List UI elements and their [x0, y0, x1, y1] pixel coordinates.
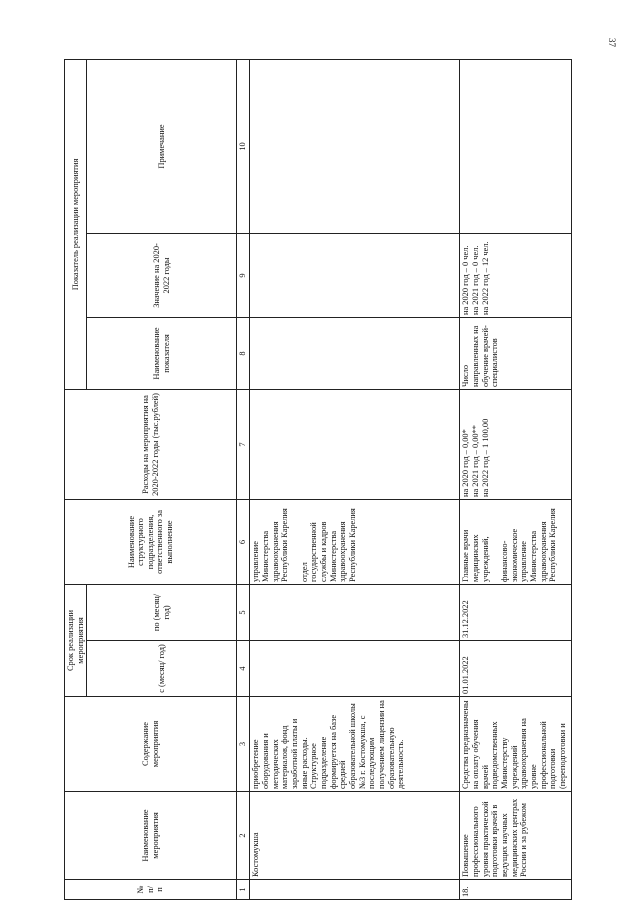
row-note	[460, 59, 572, 233]
row-to: 31.12.2022	[460, 584, 572, 640]
header-term-from: с (месяц/ год)	[87, 641, 237, 697]
column-number-row	[237, 59, 250, 899]
column-number: 6	[237, 499, 250, 584]
header-responsible: Наименование структурного подразделения, ответственного за выполнение	[65, 499, 237, 584]
row-note	[250, 59, 460, 233]
header-indicator: Показатель реализации мероприятия	[65, 59, 87, 389]
header-note: Примечание	[87, 59, 237, 233]
row-to	[250, 584, 460, 640]
column-number: 7	[237, 389, 250, 499]
column-number: 10	[237, 59, 250, 233]
rotated-table-sheet	[64, 60, 572, 900]
row-from: 01.01.2022	[460, 641, 572, 697]
table-row	[250, 59, 460, 899]
row-responsible: управление Министерства здравоохранения Республики Карелия отдел государственной службы и кадров Министерства здравоохранения Республики Карелия	[250, 499, 460, 584]
row-indicator-name	[250, 317, 460, 389]
row-name: Костомукша	[250, 792, 460, 880]
row-no	[250, 880, 460, 900]
row-indicator-value	[250, 233, 460, 317]
column-number: 8	[237, 317, 250, 389]
row-expenses: на 2020 год – 0,00* на 2021 год – 0,00** на 2022 год – 1 100,00	[460, 389, 572, 499]
table-row	[460, 59, 572, 899]
header-indicator-value: Значение на 2020-2022 годы	[87, 233, 237, 317]
column-number: 9	[237, 233, 250, 317]
column-number: 2	[237, 792, 250, 880]
header-content: Содержание мероприятия	[65, 697, 237, 792]
page-number: 37	[607, 38, 617, 47]
column-number: 1	[237, 880, 250, 900]
row-expenses	[250, 389, 460, 499]
row-name: Повышение профессионального уровня практической подготовки врачей в ведущих научных медицинских центрах России и за рубежом	[460, 792, 572, 880]
header-term: Срок реализации мероприятия	[65, 584, 87, 696]
row-no: 18.	[460, 880, 572, 900]
header-indicator-name: Наименование показателя	[87, 317, 237, 389]
header-term-to: по (месяц/ год)	[87, 584, 237, 640]
header-name: Наименование мероприятия	[65, 792, 237, 880]
row-from	[250, 641, 460, 697]
row-indicator-name: Число направленных на обучение врачей-специалистов	[460, 317, 572, 389]
column-number: 3	[237, 697, 250, 792]
row-indicator-value: на 2020 год – 0 чел. на 2021 год – 0 чел. на 2022 год – 12 чел.	[460, 233, 572, 317]
measures-table	[64, 59, 572, 900]
row-content: приобретение оборудования и методических материалов, фонд заработной платы и иные расходы. Структурное подразделение формируется на базе средней образовательной школы №3 г. Костомукша, с последующим получением лицензии на образовательную деятельность.	[250, 697, 460, 792]
header-row-1	[65, 59, 87, 899]
column-number: 5	[237, 584, 250, 640]
row-responsible: Главные врачи медицинских учреждений, финансово-экономическое управление Министерства здравоохранения Республики Карелия	[460, 499, 572, 584]
header-no: № п/ п	[65, 880, 237, 900]
row-content: Средства предназначены на оплату обучения врачей подведомственных Министерству учреждений здравоохранения на уровне профессиональной подготовки (переподготовки и	[460, 697, 572, 792]
header-expenses: Расходы на мероприятия на 2020-2022 годы (тыс.рублей)	[65, 389, 237, 499]
column-number: 4	[237, 641, 250, 697]
